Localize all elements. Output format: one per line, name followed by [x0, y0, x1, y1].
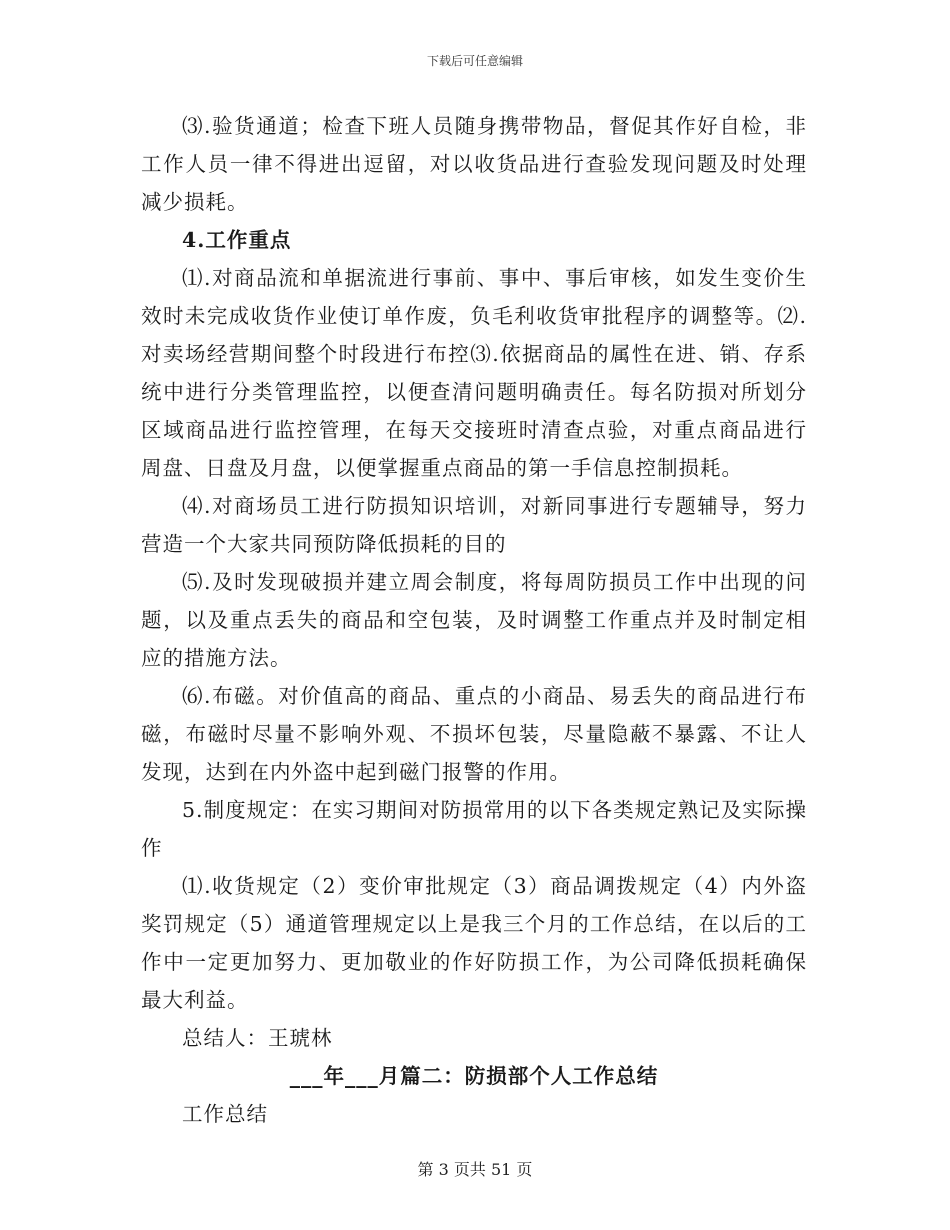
paragraph-work-summary: 工作总结	[182, 1102, 268, 1126]
paragraph-training: ⑷.对商场员工进行防损知识培训，对新同事进行专题辅导，努力营造一个大家共同预防降低损耗的目的	[141, 494, 807, 556]
section-heading-regulations: 5.制度规定：在实习期间对防损常用的以下各类规定熟记及实际操作	[141, 798, 807, 860]
article-title-part-two: ___年___月篇二：防损部个人工作总结	[289, 1064, 659, 1088]
section-heading-work-focus: 4.工作重点	[182, 228, 292, 252]
signature-line: 总结人：王琥林	[182, 1026, 333, 1050]
paragraph-weekly-meeting: ⑸.及时发现破损并建立周会制度，将每周防损员工作中出现的问题，以及重点丢失的商品和空包装，及时调整工作重点并及时制定相应的措施方法。	[141, 570, 807, 670]
page-number: 第 3 页共 51 页	[417, 1160, 533, 1179]
paragraph-magnetic-tags: ⑹.布磁。对价值高的商品、重点的小商品、易丢失的商品进行布磁，布磁时尽量不影响外观、不损坏包装，尽量隐蔽不暴露、不让人发现，达到在内外盗中起到磁门报警的作用。	[141, 684, 807, 784]
paragraph-inspection-channel: ⑶.验货通道；检查下班人员随身携带物品，督促其作好自检，非工作人员一律不得进出逗留，对以收货品进行查验发现问题及时处理减少损耗。	[141, 114, 807, 214]
paragraph-audit-control: ⑴.对商品流和单据流进行事前、事中、事后审核，如发生变价生效时未完成收货作业使订单作废，负毛利收货审批程序的调整等。⑵.对卖场经营期间整个时段进行布控⑶.依据商品的属性在进、销、存系统中进行分类管理监控，以便查清问题明确责任。每名防损对所划分区域商品进行监控管理，在每天交接班时清查点验，对重点商品进行周盘、日盘及月盘，以便掌握重点商品的第一手信息控制损耗。	[141, 266, 807, 480]
document-body	[141, 107, 807, 1133]
paragraph-regulations-list: ⑴.收货规定（2）变价审批规定（3）商品调拨规定（4）内外盗奖罚规定（5）通道管理规定以上是我三个月的工作总结，在以后的工作中一定更加努力、更加敬业的作好防损工作，为公司降低损耗确保最大利益。	[141, 874, 807, 1012]
header-note: 下载后可任意编辑	[426, 54, 523, 68]
